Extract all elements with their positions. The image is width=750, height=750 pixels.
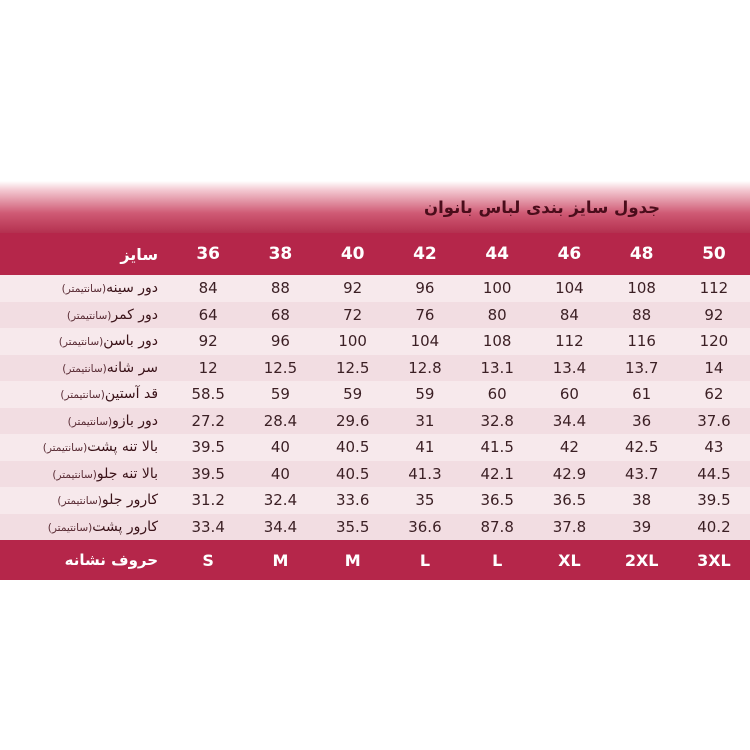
table-title-row bbox=[0, 181, 750, 233]
row-unit-6: (سانتیمتر) bbox=[42, 442, 88, 455]
row-unit-9: (سانتیمتر) bbox=[47, 521, 93, 534]
row-label-3 bbox=[0, 355, 172, 382]
header-size-7: 36 bbox=[172, 233, 244, 275]
cell-4-7: 58.5 bbox=[172, 381, 244, 408]
cell-7-0: 44.5 bbox=[678, 461, 750, 488]
table-row bbox=[0, 381, 750, 408]
footer-cell-1: 2XL bbox=[606, 540, 678, 580]
row-label-text-7: بالا تنه جلو bbox=[96, 465, 159, 482]
cell-3-5: 12.5 bbox=[317, 355, 389, 382]
cell-5-4: 31 bbox=[389, 408, 461, 435]
cell-0-0: 112 bbox=[678, 275, 750, 302]
cell-0-1: 108 bbox=[606, 275, 678, 302]
table-row bbox=[0, 355, 750, 382]
cell-4-1: 61 bbox=[606, 381, 678, 408]
cell-1-0: 92 bbox=[678, 302, 750, 329]
cell-4-0: 62 bbox=[678, 381, 750, 408]
cell-8-4: 35 bbox=[389, 487, 461, 514]
table-row bbox=[0, 514, 750, 541]
cell-5-0: 37.6 bbox=[678, 408, 750, 435]
cell-7-1: 43.7 bbox=[606, 461, 678, 488]
cell-2-3: 108 bbox=[461, 328, 533, 355]
cell-2-7: 92 bbox=[172, 328, 244, 355]
cell-1-4: 76 bbox=[389, 302, 461, 329]
table-title-cell bbox=[0, 181, 750, 233]
cell-8-3: 36.5 bbox=[461, 487, 533, 514]
row-label-text-8: کارور جلو bbox=[101, 492, 159, 509]
cell-5-5: 29.6 bbox=[317, 408, 389, 435]
table-row bbox=[0, 275, 750, 302]
footer-cell-2: XL bbox=[533, 540, 605, 580]
cell-4-2: 60 bbox=[533, 381, 605, 408]
footer-cell-7: S bbox=[172, 540, 244, 580]
table-footer-row bbox=[0, 540, 750, 580]
cell-6-3: 41.5 bbox=[461, 434, 533, 461]
cell-3-3: 13.1 bbox=[461, 355, 533, 382]
cell-7-5: 40.5 bbox=[317, 461, 389, 488]
cell-9-1: 39 bbox=[606, 514, 678, 541]
cell-6-0: 43 bbox=[678, 434, 750, 461]
row-unit-7: (سانتیمتر) bbox=[52, 468, 97, 481]
cell-6-4: 41 bbox=[389, 434, 461, 461]
header-size-2: 46 bbox=[533, 233, 605, 275]
cell-2-5: 100 bbox=[317, 328, 389, 355]
table-header-row bbox=[0, 233, 750, 275]
header-size-5: 40 bbox=[317, 233, 389, 275]
page-title: جدول سایز بندی لباس بانوان bbox=[424, 197, 661, 217]
table-row bbox=[0, 302, 750, 329]
cell-7-4: 41.3 bbox=[389, 461, 461, 488]
cell-6-6: 40 bbox=[244, 434, 316, 461]
cell-9-3: 87.8 bbox=[461, 514, 533, 541]
cell-6-1: 42.5 bbox=[606, 434, 678, 461]
cell-5-7: 27.2 bbox=[172, 408, 244, 435]
cell-3-6: 12.5 bbox=[244, 355, 316, 382]
cell-5-2: 34.4 bbox=[533, 408, 605, 435]
cell-9-6: 34.4 bbox=[244, 514, 316, 541]
row-label-text-0: دور سینه bbox=[106, 280, 159, 297]
row-unit-8: (سانتیمتر) bbox=[57, 495, 102, 508]
size-chart-table bbox=[0, 181, 750, 580]
cell-3-2: 13.4 bbox=[533, 355, 605, 382]
footer-cell-6: M bbox=[244, 540, 316, 580]
cell-3-4: 12.8 bbox=[389, 355, 461, 382]
table-row bbox=[0, 487, 750, 514]
row-unit-3: (سانتیمتر) bbox=[62, 362, 107, 375]
row-unit-0: (سانتیمتر) bbox=[61, 283, 107, 296]
row-label-text-3: سر شانه bbox=[106, 359, 159, 376]
cell-6-7: 39.5 bbox=[172, 434, 244, 461]
header-size-1: 48 bbox=[606, 233, 678, 275]
row-unit-1: (سانتیمتر) bbox=[66, 309, 112, 322]
cell-8-0: 39.5 bbox=[678, 487, 750, 514]
cell-8-6: 32.4 bbox=[244, 487, 316, 514]
row-label-0 bbox=[0, 275, 172, 302]
cell-4-6: 59 bbox=[244, 381, 316, 408]
footer-cell-3: L bbox=[461, 540, 533, 580]
cell-4-4: 59 bbox=[389, 381, 461, 408]
table-row bbox=[0, 408, 750, 435]
header-size-0: 50 bbox=[678, 233, 750, 275]
row-label-text-6: بالا تنه پشت bbox=[87, 439, 159, 456]
header-size-3: 44 bbox=[461, 233, 533, 275]
cell-2-0: 120 bbox=[678, 328, 750, 355]
cell-0-4: 96 bbox=[389, 275, 461, 302]
cell-9-7: 33.4 bbox=[172, 514, 244, 541]
row-label-7 bbox=[0, 461, 172, 488]
cell-0-2: 104 bbox=[533, 275, 605, 302]
cell-3-7: 12 bbox=[172, 355, 244, 382]
cell-9-2: 37.8 bbox=[533, 514, 605, 541]
cell-9-4: 36.6 bbox=[389, 514, 461, 541]
cell-6-2: 42 bbox=[533, 434, 605, 461]
table-row bbox=[0, 434, 750, 461]
cell-2-1: 116 bbox=[606, 328, 678, 355]
cell-7-6: 40 bbox=[244, 461, 316, 488]
footer-cell-0: 3XL bbox=[678, 540, 750, 580]
footer-cell-4: L bbox=[389, 540, 461, 580]
row-label-text-5: دور بازو bbox=[112, 412, 159, 429]
row-label-text-4: قد آستین bbox=[104, 386, 159, 403]
row-label-6 bbox=[0, 434, 172, 461]
row-unit-2: (سانتیمتر) bbox=[58, 336, 104, 349]
cell-5-1: 36 bbox=[606, 408, 678, 435]
cell-2-4: 104 bbox=[389, 328, 461, 355]
cell-5-6: 28.4 bbox=[244, 408, 316, 435]
header-row-label: سایز bbox=[0, 233, 172, 275]
header-size-4: 42 bbox=[389, 233, 461, 275]
cell-6-5: 40.5 bbox=[317, 434, 389, 461]
footer-cell-5: M bbox=[317, 540, 389, 580]
cell-4-5: 59 bbox=[317, 381, 389, 408]
cell-0-6: 88 bbox=[244, 275, 316, 302]
cell-2-6: 96 bbox=[244, 328, 316, 355]
cell-4-3: 60 bbox=[461, 381, 533, 408]
row-unit-5: (سانتیمتر) bbox=[67, 415, 113, 428]
cell-1-5: 72 bbox=[317, 302, 389, 329]
cell-7-2: 42.9 bbox=[533, 461, 605, 488]
cell-7-3: 42.1 bbox=[461, 461, 533, 488]
row-label-1 bbox=[0, 302, 172, 329]
cell-0-7: 84 bbox=[172, 275, 244, 302]
cell-9-5: 35.5 bbox=[317, 514, 389, 541]
cell-9-0: 40.2 bbox=[678, 514, 750, 541]
cell-8-1: 38 bbox=[606, 487, 678, 514]
cell-3-1: 13.7 bbox=[606, 355, 678, 382]
table-row bbox=[0, 328, 750, 355]
cell-3-0: 14 bbox=[678, 355, 750, 382]
cell-0-5: 92 bbox=[317, 275, 389, 302]
row-label-9 bbox=[0, 514, 172, 541]
cell-8-2: 36.5 bbox=[533, 487, 605, 514]
footer-row-label: حروف نشانه bbox=[0, 540, 172, 580]
row-unit-4: (سانتیمتر) bbox=[60, 389, 105, 402]
cell-2-2: 112 bbox=[533, 328, 605, 355]
row-label-4 bbox=[0, 381, 172, 408]
row-label-2 bbox=[0, 328, 172, 355]
size-chart-table-wrapper bbox=[0, 181, 750, 580]
header-size-6: 38 bbox=[244, 233, 316, 275]
cell-1-6: 68 bbox=[244, 302, 316, 329]
cell-1-1: 88 bbox=[606, 302, 678, 329]
cell-1-7: 64 bbox=[172, 302, 244, 329]
cell-7-7: 39.5 bbox=[172, 461, 244, 488]
row-label-5 bbox=[0, 408, 172, 435]
cell-1-2: 84 bbox=[533, 302, 605, 329]
cell-8-5: 33.6 bbox=[317, 487, 389, 514]
row-label-text-2: دور باسن bbox=[103, 333, 159, 350]
row-label-text-9: کارور پشت bbox=[92, 518, 159, 535]
cell-1-3: 80 bbox=[461, 302, 533, 329]
row-label-8 bbox=[0, 487, 172, 514]
table-row bbox=[0, 461, 750, 488]
row-label-text-1: دور کمر bbox=[111, 306, 159, 323]
cell-0-3: 100 bbox=[461, 275, 533, 302]
cell-8-7: 31.2 bbox=[172, 487, 244, 514]
cell-5-3: 32.8 bbox=[461, 408, 533, 435]
